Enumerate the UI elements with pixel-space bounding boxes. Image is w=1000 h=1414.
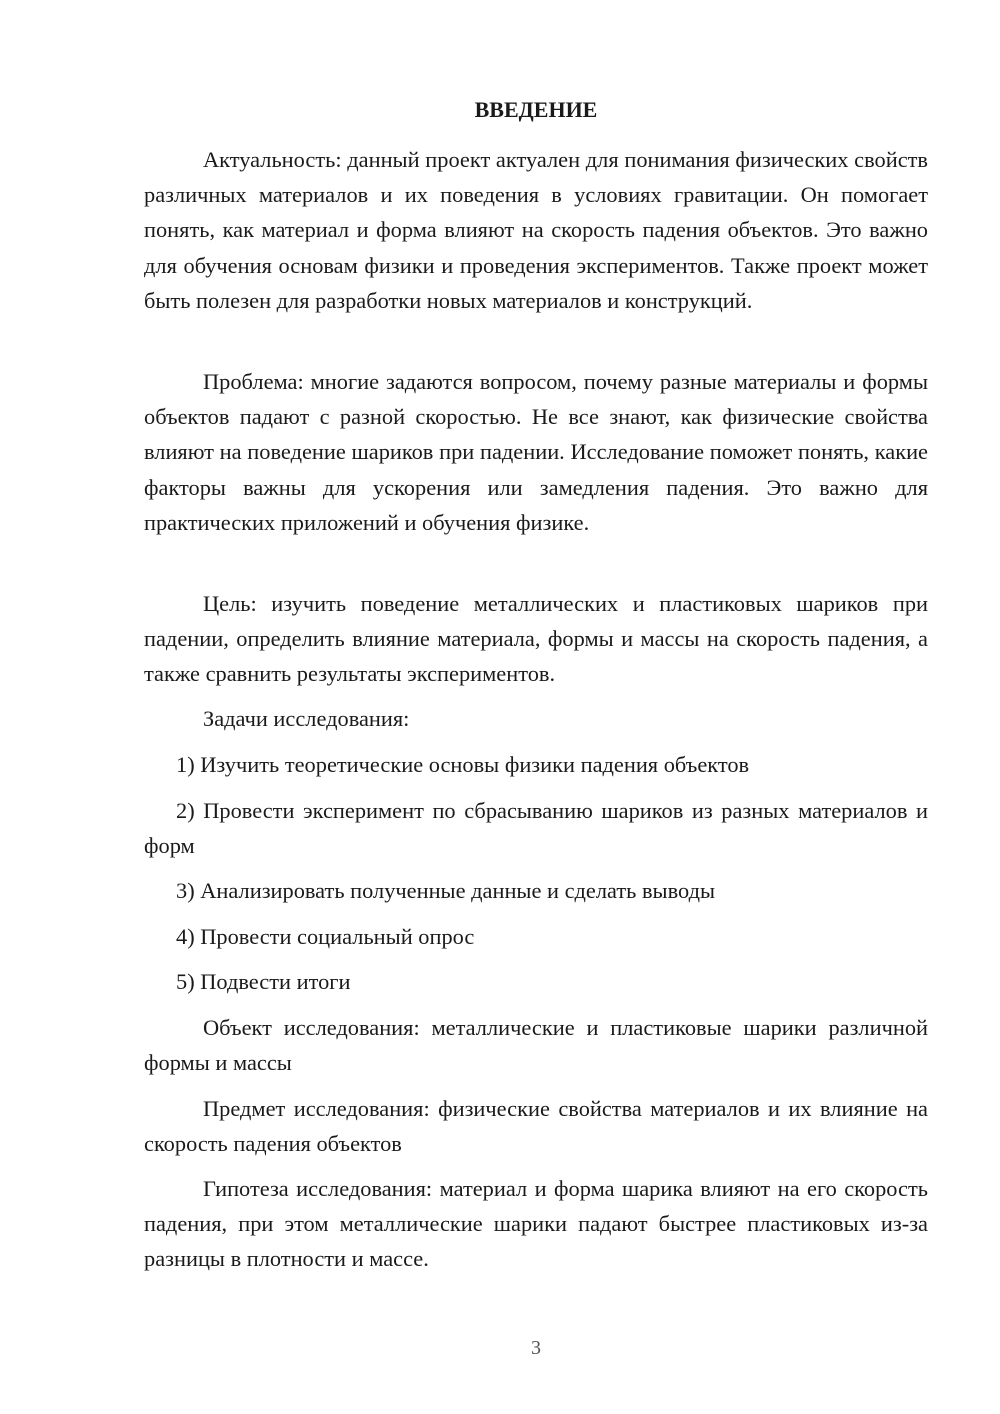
task-item-3: 3) Анализировать полученные данные и сделать выводы bbox=[176, 878, 716, 903]
page-number: 3 bbox=[531, 1337, 541, 1359]
paragraph-problem: Проблема: многие задаются вопросом, почему разные материалы и формы объектов падают с разной скоростью. Не все знают, как физические свойства влияют на поведение шариков при падении. Исследование поможет понять, какие факторы важны для ускорения или замедления падения. Это важно для практических приложений и обучения физике. bbox=[144, 369, 928, 535]
task-item-5: 5) Подвести итоги bbox=[176, 969, 351, 994]
task-item-2: 2) Провести эксперимент по сбрасыванию шариков из разных материалов и форм bbox=[144, 798, 928, 859]
page-title: ВВЕДЕНИЕ bbox=[474, 97, 598, 122]
paragraph-research-object: Объект исследования: металлические и пластиковые шарики различной формы и массы bbox=[144, 1015, 928, 1076]
paragraph-hypothesis: Гипотеза исследования: материал и форма шарика влияют на его скорость падения, при этом металлические шарики падают быстрее пластиковых из-за разницы в плотности и массе. bbox=[144, 1176, 928, 1272]
tasks-heading: Задачи исследования: bbox=[203, 706, 410, 731]
paragraph-relevance: Актуальность: данный проект актуален для понимания физических свойств различных материалов и их поведения в условиях гравитации. Он помогает понять, как материал и форма влияют на скорость падения объектов. Это важно для обучения основам физики и проведения экспериментов. Также проект может быть полезен для разработки новых материалов и конструкций. bbox=[144, 147, 928, 313]
task-item-1: 1) Изучить теоретические основы физики падения объектов bbox=[176, 752, 750, 777]
task-item-4: 4) Провести социальный опрос bbox=[176, 924, 475, 949]
paragraph-goal: Цель: изучить поведение металлических и пластиковых шариков при падении, определить влияние материала, формы и массы на скорость падения, а также сравнить результаты экспериментов. bbox=[144, 591, 928, 687]
paragraph-research-subject: Предмет исследования: физические свойства материалов и их влияние на скорость падения объектов bbox=[144, 1096, 928, 1157]
